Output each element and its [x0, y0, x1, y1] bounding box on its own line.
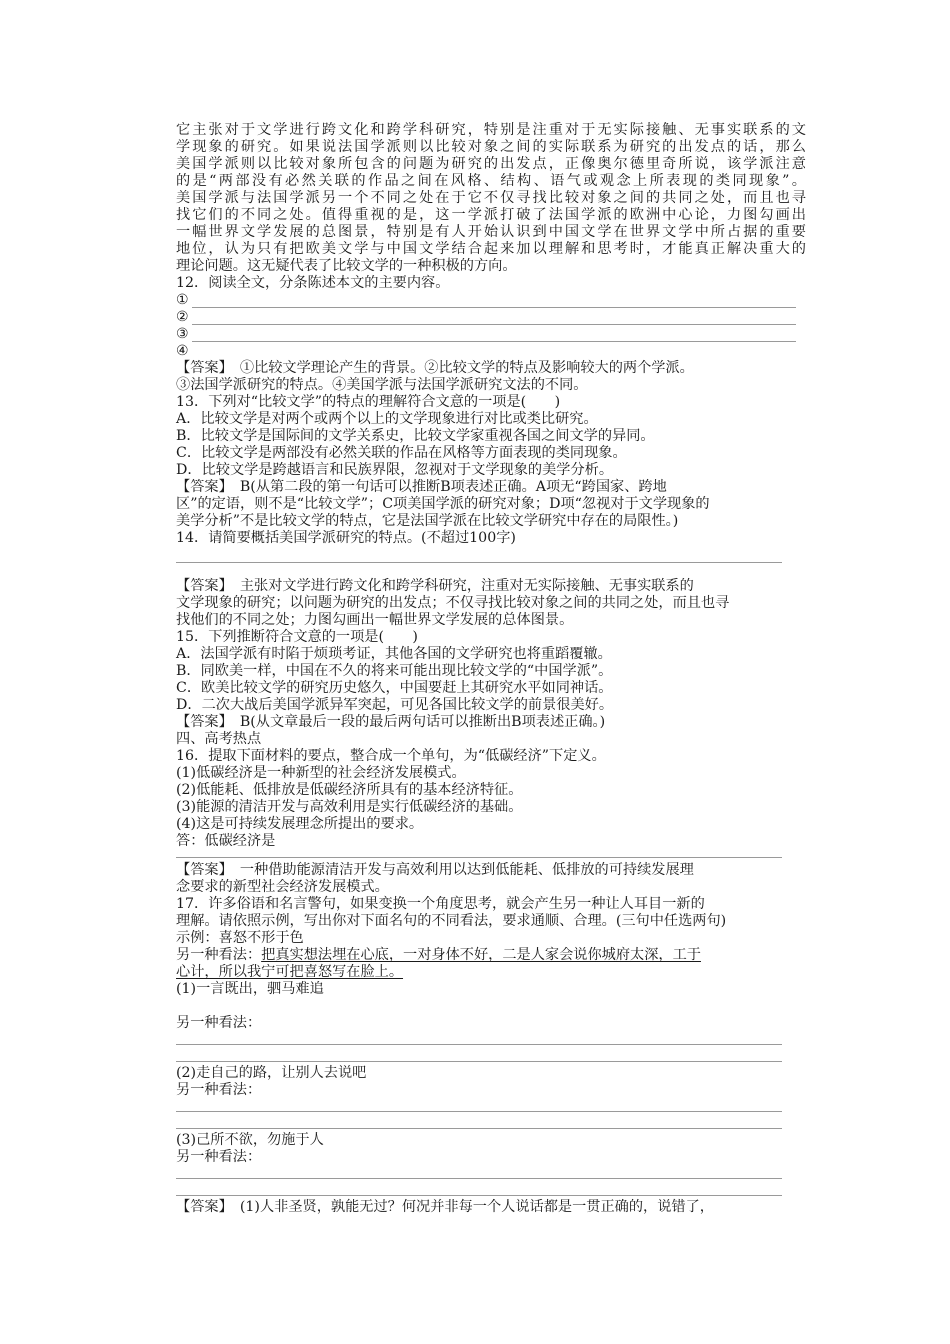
- passage-line: 美国学派与法国学派另一个不同之处在于它不仅寻找比较对象之间的共同之处，而且也寻: [176, 190, 806, 206]
- passage-line: 理论问题。这无疑代表了比较文学的一种积极的方向。: [176, 258, 517, 274]
- answer-line: [176, 857, 782, 858]
- q14-answer: [176, 578, 694, 595]
- q17-example-view: [176, 947, 701, 964]
- answer-line: [176, 1061, 782, 1062]
- q17-view-label: 另一种看法：: [176, 1015, 262, 1031]
- q12-blank-marker: ①: [176, 292, 189, 308]
- q16-item: (2)低能耗、低排放是低碳经济所具有的基本经济特征。: [176, 782, 523, 798]
- answer-line: [176, 1128, 782, 1129]
- answer-text: 一种借助能源清洁开发与高效利用以达到低能耗、低排放的可持续发展理: [225, 862, 694, 878]
- passage-line: 美国学派则以比较对象所包含的问题为研究的出发点，正像奥尔德里奇所说，该学派注意: [176, 156, 806, 172]
- answer-text: (1)人非圣贤，孰能无过？何况并非每一个人说话都是一贯正确的，说错了，: [225, 1199, 714, 1215]
- answer-label: 【答案】: [176, 360, 226, 376]
- answer-line: [176, 1111, 782, 1112]
- q13-option-d: D．比较文学是跨越语言和民族界限，忽视对于文学现象的美学分析。: [176, 462, 614, 478]
- passage-line: 学现象的研究。如果说法国学派则以比较对象之间的实际联系为研究的出发点的话，那么: [176, 139, 806, 155]
- q13-question: 13．下列对“比较文学”的特点的理解符合文意的一项是( ): [176, 394, 561, 410]
- answer-line: [192, 341, 796, 342]
- section-heading: 四、高考热点: [176, 731, 262, 747]
- example-view-text: 把真实想法埋在心底，一对身体不好，二是人家会说你城府太深，工于: [261, 947, 701, 963]
- answer-label: 【答案】: [176, 862, 226, 878]
- example-view-text: 心计，所以我宁可把喜怒写在脸上。: [176, 964, 404, 980]
- answer-label: 【答案】: [176, 1199, 226, 1215]
- answer-text: B(从第二段的第一句话可以推断B项表述正确。A项无“跨国家、跨地: [225, 479, 667, 495]
- q16-item: (3)能源的清洁开发与高效利用是实行低碳经济的基础。: [176, 799, 523, 815]
- answer-text: B(从文章最后一段的最后两句话可以推断出B项表述正确。): [225, 714, 606, 730]
- q16-answer: [176, 862, 694, 879]
- q15-option-d: D．二次大战后美国学派异军突起，可见各国比较文学的前景很美好。: [176, 697, 614, 713]
- q14-answer-line: 找他们的不同之处；力图勾画出一幅世界文学发展的总体图景。: [176, 612, 574, 628]
- passage-line: 地位，认为只有把欧美文学与中国文学结合起来加以理解和思考时，才能真正解决重大的: [176, 241, 806, 257]
- q12-blank-marker: ③: [176, 326, 189, 342]
- q14-question: 14．请简要概括美国学派研究的特点。(不超过100字): [176, 530, 516, 546]
- answer-text: ①比较文学理论产生的背景。②比较文学的特点及影响较大的两个学派。: [225, 360, 694, 376]
- answer-line: [176, 1044, 782, 1045]
- q15-question: 15．下列推断符合文意的一项是( ): [176, 629, 418, 645]
- answer-label: 【答案】: [176, 714, 226, 730]
- answer-line: [192, 307, 796, 308]
- q17-question: 理解。请依照示例，写出你对下面名句的不同看法，要求通顺、合理。(三句中任选两句): [176, 913, 727, 929]
- q17-item: (1)一言既出，驷马难追: [176, 981, 324, 997]
- q12-answer: [176, 360, 694, 377]
- answer-line: [176, 1195, 782, 1196]
- q14-answer-line: 文学现象的研究；以问题为研究的出发点；不仅寻找比较对象之间的共同之处，而且也寻: [176, 595, 730, 611]
- answer-label: 【答案】: [176, 578, 226, 594]
- q15-option-b: B．同欧美一样，中国在不久的将来可能出现比较文学的“中国学派”。: [176, 663, 613, 679]
- q16-item: (1)低碳经济是一种新型的社会经济发展模式。: [176, 765, 466, 781]
- q17-item: (2)走自己的路，让别人去说吧: [176, 1065, 367, 1081]
- q16-answer-line: 念要求的新型社会经济发展模式。: [176, 879, 389, 895]
- view-label: 另一种看法：: [176, 947, 262, 963]
- q15-answer: [176, 714, 605, 731]
- q17-answer: [176, 1199, 714, 1216]
- passage-line: 一幅世界文学发展的总图景，特别是有人开始认识到中国文学在世界文学中所占据的重要: [176, 224, 806, 240]
- q16-item: (4)这是可持续发展理念所提出的要求。: [176, 816, 424, 832]
- q12-answer-line: ③法国学派研究的特点。④美国学派与法国学派研究文法的不同。: [176, 377, 588, 393]
- passage-line: 找它们的不同之处。值得重视的是，这一学派打破了法国学派的欧洲中心论，力图勾画出: [176, 207, 806, 223]
- q17-item: (3)己所不欲，勿施于人: [176, 1132, 324, 1148]
- q17-view-label: 另一种看法：: [176, 1149, 262, 1165]
- q12-blank-marker: ④: [176, 343, 189, 359]
- q17-question: 17．许多俗语和名言警句，如果变换一个角度思考，就会产生另一种让人耳目一新的: [176, 896, 705, 912]
- q17-view-label: 另一种看法：: [176, 1082, 262, 1098]
- answer-line: [192, 324, 796, 325]
- q15-option-c: C．欧美比较文学的研究历史悠久，中国要赶上其研究水平如同神话。: [176, 680, 613, 696]
- q12-question: 12．阅读全文，分条陈述本文的主要内容。: [176, 275, 450, 291]
- answer-label: 【答案】: [176, 479, 226, 495]
- q17-example: 示例：喜怒不形于色: [176, 930, 304, 946]
- q12-blank-marker: ②: [176, 309, 189, 325]
- q13-answer: [176, 479, 667, 496]
- passage-line: 的是“两部没有必然关联的作品之间在风格、结构、语气或观念上所表现的类同现象”。: [176, 173, 806, 189]
- answer-text: 主张对文学进行跨文化和跨学科研究，注重对无实际接触、无事实联系的: [225, 578, 694, 594]
- q16-prompt: 答：低碳经济是: [176, 833, 276, 849]
- passage-line: 它主张对于文学进行跨文化和跨学科研究，特别是注重对于无实际接触、无事实联系的文: [176, 122, 806, 138]
- q13-option-c: C．比较文学是两部没有必然关联的作品在风格等方面表现的类同现象。: [176, 445, 627, 461]
- q13-answer-line: 美学分析”不是比较文学的特点，它是法国学派在比较文学研究中存在的局限性。): [176, 513, 679, 529]
- q15-option-a: A．法国学派有时陷于烦琐考证，其他各国的文学研究也将重蹈覆辙。: [176, 646, 612, 662]
- q13-answer-line: 区”的定语，则不是“比较文学”；C项美国学派的研究对象；D项“忽视对于文学现象的: [176, 496, 710, 512]
- q13-option-a: A．比较文学是对两个或两个以上的文学现象进行对比或类比研究。: [176, 411, 598, 427]
- answer-line: [176, 562, 782, 563]
- q13-option-b: B．比较文学是国际间的文学关系史，比较文学家重视各国之间文学的异同。: [176, 428, 655, 444]
- answer-line: [176, 1178, 782, 1179]
- q16-question: 16．提取下面材料的要点，整合成一个单句，为“低碳经济”下定义。: [176, 748, 606, 764]
